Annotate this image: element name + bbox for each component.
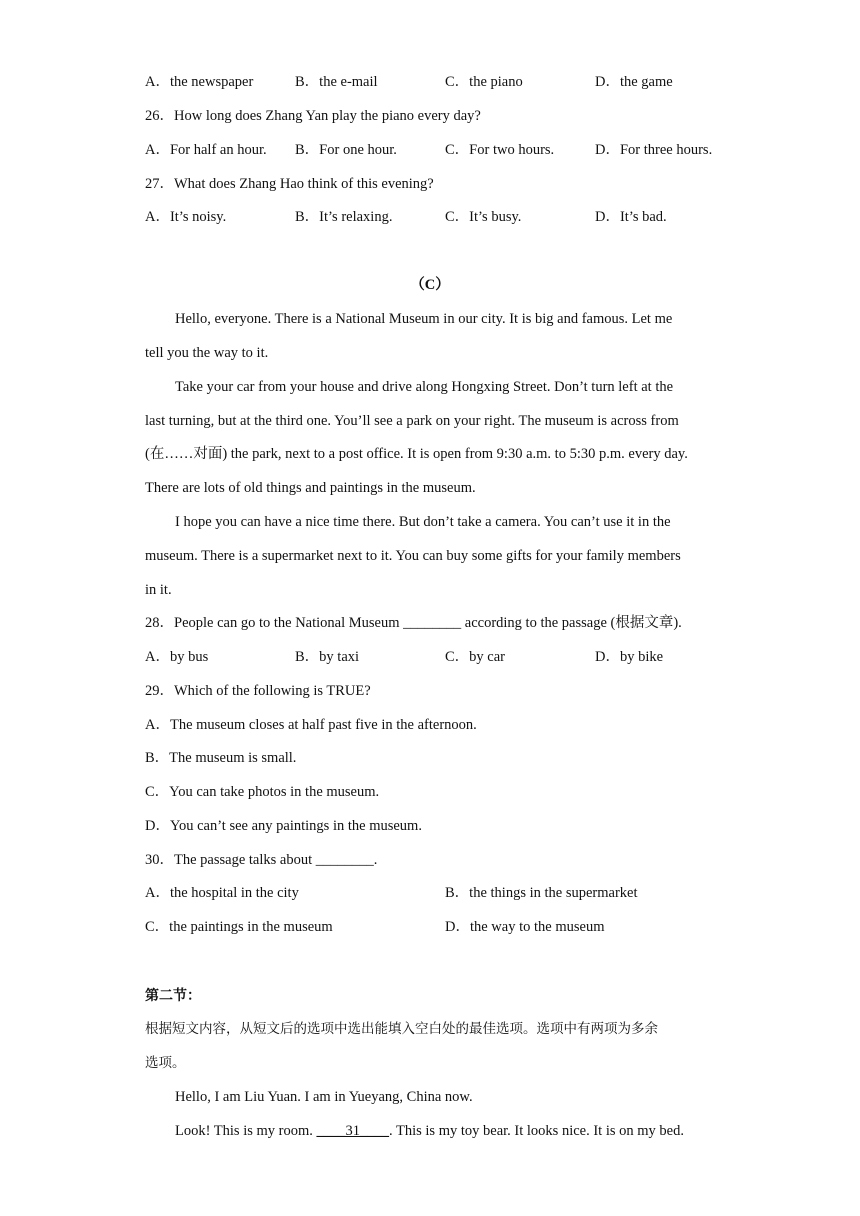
- q27-option-b: B．It’s relaxing.: [295, 209, 393, 225]
- passage-line: Take your car from your house and drive along Hongxing Street. Don’t turn left at the: [175, 379, 674, 395]
- part2-text-line: [175, 1121, 684, 1141]
- part2-instruction: 根据短文内容，从短文后的选项中选出能填入空白处的最佳选项。选项中有两项为多余: [145, 1021, 658, 1037]
- part2-instruction: 选项。: [145, 1055, 186, 1071]
- q27-option-a: A．It’s noisy.: [145, 209, 227, 225]
- q28-stem: 28．People can go to the National Museum ________ according to the passage (根据文章).: [145, 615, 682, 631]
- q28-option-a: A．by bus: [145, 649, 209, 665]
- passage-line: I hope you can have a nice time there. But don’t take a camera. You can’t use it in the: [175, 514, 671, 530]
- q29-option-d: D．You can’t see any paintings in the museum.: [145, 818, 422, 834]
- q26-option-c: C．For two hours.: [445, 142, 555, 158]
- part2-title: 第二节：: [145, 988, 201, 1004]
- passage-line: in it.: [145, 582, 172, 598]
- q28-option-d: D．by bike: [595, 649, 664, 665]
- q30-option-a: A．the hospital in the city: [145, 885, 299, 901]
- passage-line: last turning, but at the third one. You’ll see a park on your right. The museum is across from: [145, 413, 679, 429]
- q29-stem: 29．Which of the following is TRUE?: [145, 683, 371, 699]
- q25-option-b: B．the e-mail: [295, 74, 378, 90]
- q25-option-a: A．the newspaper: [145, 74, 254, 90]
- part2-text-before-blank: Look! This is my room.: [175, 1123, 317, 1139]
- passage-line: museum. There is a supermarket next to it. You can buy some gifts for your family members: [145, 548, 681, 564]
- part2-text-after-blank: . This is my toy bear. It looks nice. It is on my bed.: [389, 1123, 684, 1139]
- q26-option-a: A．For half an hour.: [145, 142, 267, 158]
- section-c-title: （C）: [410, 277, 450, 293]
- passage-line: There are lots of old things and paintings in the museum.: [145, 480, 476, 496]
- q27-stem: 27．What does Zhang Hao think of this evening?: [145, 176, 434, 192]
- q30-option-b: B．the things in the supermarket: [445, 885, 638, 901]
- q25-option-d: D．the game: [595, 74, 673, 90]
- q26-option-b: B．For one hour.: [295, 142, 397, 158]
- q28-option-b: B．by taxi: [295, 649, 360, 665]
- passage-line: tell you the way to it.: [145, 345, 269, 361]
- passage-line: Hello, everyone. There is a National Museum in our city. It is big and famous. Let me: [175, 311, 673, 327]
- q30-option-d: D．the way to the museum: [445, 919, 605, 935]
- q29-option-c: C．You can take photos in the museum.: [145, 784, 380, 800]
- q27-option-d: D．It’s bad.: [595, 209, 667, 225]
- q29-option-a: A．The museum closes at half past five in the afternoon.: [145, 717, 477, 733]
- q26-stem: 26．How long does Zhang Yan play the piano every day?: [145, 108, 481, 124]
- q28-option-c: C．by car: [445, 649, 505, 665]
- part2-text-line: Hello, I am Liu Yuan. I am in Yueyang, China now.: [175, 1089, 473, 1105]
- q27-option-c: C．It’s busy.: [445, 209, 522, 225]
- q29-option-b: B．The museum is small.: [145, 750, 297, 766]
- q26-option-d: D．For three hours.: [595, 142, 713, 158]
- blank-31: ____31____: [316, 1123, 390, 1139]
- q30-stem: 30．The passage talks about ________.: [145, 852, 378, 868]
- q25-option-c: C．the piano: [445, 74, 523, 90]
- q30-option-c: C．the paintings in the museum: [145, 919, 333, 935]
- passage-line: (在……对面) the park, next to a post office. It is open from 9:30 a.m. to 5:30 p.m. every day.: [145, 446, 688, 462]
